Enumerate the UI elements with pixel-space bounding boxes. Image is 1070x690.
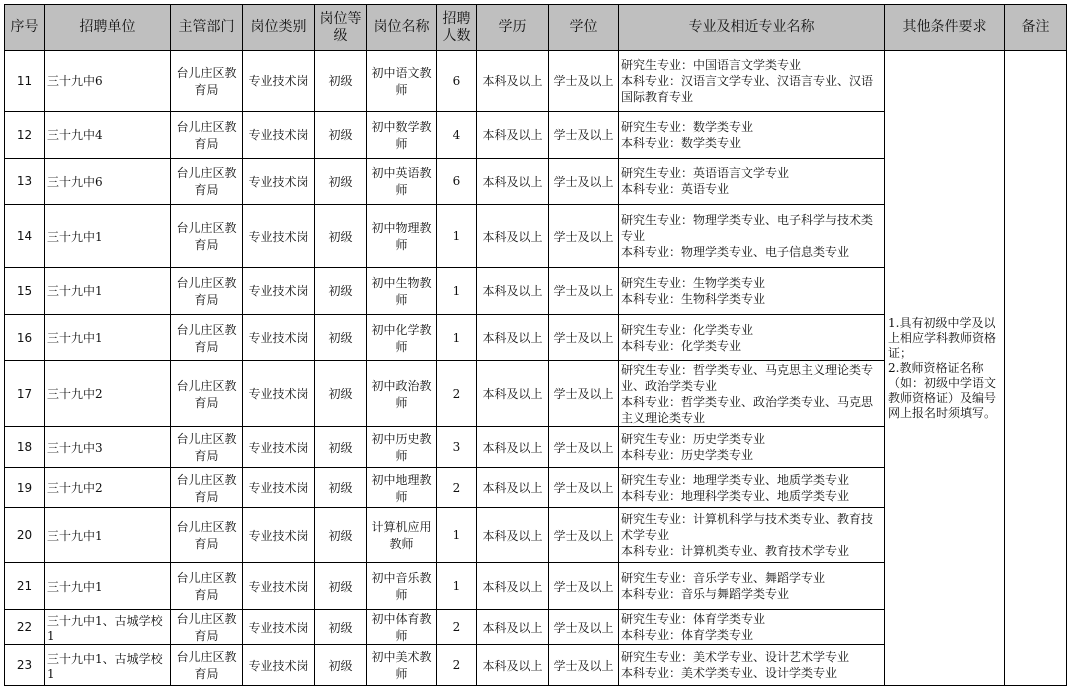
header-seq: 序号: [5, 5, 45, 51]
cell-type: 专业技术岗: [243, 361, 315, 427]
cell-seq: 22: [5, 609, 45, 645]
major-line: 本科专业：计算机类专业、教育技术学专业: [621, 544, 850, 559]
cell-level: 初级: [315, 111, 367, 158]
cell-post: 初中数学教师: [367, 111, 437, 158]
cell-edu: 本科及以上: [477, 508, 549, 563]
cell-dept: 台儿庄区教育局: [171, 645, 243, 686]
cell-type: 专业技术岗: [243, 609, 315, 645]
major-line: 本科专业：物理学类专业、电子信息类专业: [621, 245, 850, 260]
table-body: [5, 51, 1067, 686]
header-unit: 招聘单位: [45, 5, 171, 51]
cell-major: [619, 51, 885, 112]
cell-type: 专业技术岗: [243, 158, 315, 205]
cell-major: [619, 645, 885, 686]
cell-other-conditions: 1.具有初级中学及以上相应学科教师资格证； 2.教师资格证名称（如：初级中学语文教师资格证）及编号网上报名时须填写。: [885, 51, 1005, 686]
cell-count: 6: [437, 158, 477, 205]
cell-count: 1: [437, 563, 477, 610]
cell-unit: 三十九中1: [45, 314, 171, 361]
cell-seq: 14: [5, 205, 45, 268]
cell-type: 专业技术岗: [243, 467, 315, 508]
cell-post: 初中语文教师: [367, 51, 437, 112]
cell-dept: 台儿庄区教育局: [171, 563, 243, 610]
header-count: 招聘人数: [437, 5, 477, 51]
cell-degree: 学士及以上: [549, 158, 619, 205]
cell-level: 初级: [315, 645, 367, 686]
major-line: 研究生专业：美术学专业、设计艺术学专业: [621, 650, 850, 665]
cell-unit: 三十九中1: [45, 205, 171, 268]
cell-unit: 三十九中1: [45, 508, 171, 563]
major-line: 本科专业：哲学类专业、政治学类专业、马克思主义理论类专业: [621, 394, 874, 425]
cell-degree: 学士及以上: [549, 563, 619, 610]
cell-dept: 台儿庄区教育局: [171, 427, 243, 468]
cell-degree: 学士及以上: [549, 645, 619, 686]
cell-post: 初中历史教师: [367, 427, 437, 468]
cell-level: 初级: [315, 508, 367, 563]
cell-seq: 13: [5, 158, 45, 205]
major-line: 研究生专业：计算机科学与技术类专业、教育技术学专业: [621, 512, 874, 543]
cell-major: [619, 609, 885, 645]
cell-dept: 台儿庄区教育局: [171, 609, 243, 645]
major-line: 本科专业：英语专业: [621, 182, 730, 197]
major-line: 研究生专业：音乐学专业、舞蹈学专业: [621, 571, 826, 586]
cell-count: 1: [437, 508, 477, 563]
cell-seq: 12: [5, 111, 45, 158]
table-header: [5, 5, 1067, 51]
cell-major: [619, 314, 885, 361]
cell-major: [619, 508, 885, 563]
cell-edu: 本科及以上: [477, 427, 549, 468]
cell-type: 专业技术岗: [243, 51, 315, 112]
cell-count: 2: [437, 645, 477, 686]
cell-degree: 学士及以上: [549, 205, 619, 268]
cell-edu: 本科及以上: [477, 563, 549, 610]
cell-seq: 17: [5, 361, 45, 427]
cell-degree: 学士及以上: [549, 609, 619, 645]
cell-post: 初中生物教师: [367, 268, 437, 315]
cell-post: 初中物理教师: [367, 205, 437, 268]
major-line: 本科专业：体育学类专业: [621, 628, 754, 643]
major-line: 本科专业：地理科学类专业、地质学类专业: [621, 488, 850, 503]
cell-major: [619, 467, 885, 508]
cell-unit: 三十九中6: [45, 158, 171, 205]
cell-count: 1: [437, 205, 477, 268]
cell-unit: 三十九中1: [45, 563, 171, 610]
cell-type: 专业技术岗: [243, 205, 315, 268]
major-line: 本科专业：音乐与舞蹈学类专业: [621, 587, 790, 602]
cell-count: 2: [437, 609, 477, 645]
cell-degree: 学士及以上: [549, 508, 619, 563]
cell-post: 初中政治教师: [367, 361, 437, 427]
cell-type: 专业技术岗: [243, 111, 315, 158]
cell-degree: 学士及以上: [549, 427, 619, 468]
cell-dept: 台儿庄区教育局: [171, 111, 243, 158]
header-major: 专业及相近专业名称: [619, 5, 885, 51]
cell-seq: 16: [5, 314, 45, 361]
major-line: 本科专业：生物科学类专业: [621, 291, 766, 306]
cell-degree: 学士及以上: [549, 111, 619, 158]
major-line: 研究生专业：化学类专业: [621, 322, 754, 337]
cell-level: 初级: [315, 51, 367, 112]
cell-type: 专业技术岗: [243, 508, 315, 563]
cell-level: 初级: [315, 314, 367, 361]
cell-edu: 本科及以上: [477, 314, 549, 361]
cell-edu: 本科及以上: [477, 205, 549, 268]
cell-major: [619, 268, 885, 315]
cell-level: 初级: [315, 563, 367, 610]
header-degree: 学位: [549, 5, 619, 51]
header-type: 岗位类别: [243, 5, 315, 51]
major-line: 本科专业：化学类专业: [621, 338, 742, 353]
cell-major: [619, 427, 885, 468]
cell-major: [619, 205, 885, 268]
table-row: [5, 51, 1067, 112]
cell-level: 初级: [315, 361, 367, 427]
cell-unit: 三十九中1、古城学校1: [45, 645, 171, 686]
cell-major: [619, 361, 885, 427]
header-level: 岗位等级: [315, 5, 367, 51]
cell-count: 2: [437, 361, 477, 427]
cell-major: [619, 563, 885, 610]
cell-seq: 11: [5, 51, 45, 112]
cell-degree: 学士及以上: [549, 467, 619, 508]
cell-count: 1: [437, 314, 477, 361]
cell-unit: 三十九中1、古城学校1: [45, 609, 171, 645]
cell-level: 初级: [315, 158, 367, 205]
major-line: 研究生专业：生物学类专业: [621, 275, 766, 290]
cell-level: 初级: [315, 427, 367, 468]
header-conditions: 其他条件要求: [885, 5, 1005, 51]
cell-edu: 本科及以上: [477, 609, 549, 645]
cell-seq: 23: [5, 645, 45, 686]
cell-edu: 本科及以上: [477, 467, 549, 508]
cell-edu: 本科及以上: [477, 268, 549, 315]
cell-type: 专业技术岗: [243, 563, 315, 610]
cell-unit: 三十九中1: [45, 268, 171, 315]
cell-major: [619, 158, 885, 205]
cell-count: 2: [437, 467, 477, 508]
header-remark: 备注: [1005, 5, 1067, 51]
cell-type: 专业技术岗: [243, 314, 315, 361]
cell-edu: 本科及以上: [477, 111, 549, 158]
cell-level: 初级: [315, 268, 367, 315]
cell-dept: 台儿庄区教育局: [171, 508, 243, 563]
cell-dept: 台儿庄区教育局: [171, 361, 243, 427]
cell-seq: 20: [5, 508, 45, 563]
cell-level: 初级: [315, 467, 367, 508]
cell-degree: 学士及以上: [549, 361, 619, 427]
cell-dept: 台儿庄区教育局: [171, 158, 243, 205]
cell-level: 初级: [315, 609, 367, 645]
cell-post: 初中美术教师: [367, 645, 437, 686]
major-line: 研究生专业：中国语言文学类专业: [621, 57, 802, 72]
cell-remark: [1005, 51, 1067, 686]
cell-seq: 19: [5, 467, 45, 508]
header-dept: 主管部门: [171, 5, 243, 51]
major-line: 本科专业：历史学类专业: [621, 448, 754, 463]
cell-edu: 本科及以上: [477, 51, 549, 112]
cell-post: 初中化学教师: [367, 314, 437, 361]
recruitment-table: [4, 4, 1067, 686]
cell-dept: 台儿庄区教育局: [171, 51, 243, 112]
header-edu: 学历: [477, 5, 549, 51]
cell-seq: 15: [5, 268, 45, 315]
cell-post: 初中音乐教师: [367, 563, 437, 610]
cell-dept: 台儿庄区教育局: [171, 205, 243, 268]
cell-count: 1: [437, 268, 477, 315]
cell-post: 计算机应用教师: [367, 508, 437, 563]
cell-post: 初中体育教师: [367, 609, 437, 645]
cell-count: 3: [437, 427, 477, 468]
cell-unit: 三十九中2: [45, 361, 171, 427]
cell-seq: 21: [5, 563, 45, 610]
cell-unit: 三十九中6: [45, 51, 171, 112]
cell-edu: 本科及以上: [477, 645, 549, 686]
cell-post: 初中英语教师: [367, 158, 437, 205]
cell-seq: 18: [5, 427, 45, 468]
major-line: 本科专业：汉语言文学专业、汉语言专业、汉语国际教育专业: [621, 73, 874, 104]
major-line: 研究生专业：物理学类专业、电子科学与技术类专业: [621, 213, 874, 244]
cell-dept: 台儿庄区教育局: [171, 467, 243, 508]
cell-major: [619, 111, 885, 158]
cell-count: 6: [437, 51, 477, 112]
cell-type: 专业技术岗: [243, 645, 315, 686]
major-line: 本科专业：美术学类专业、设计学类专业: [621, 666, 838, 681]
cell-degree: 学士及以上: [549, 51, 619, 112]
cell-degree: 学士及以上: [549, 268, 619, 315]
cell-count: 4: [437, 111, 477, 158]
cell-dept: 台儿庄区教育局: [171, 268, 243, 315]
major-line: 研究生专业：地理学类专业、地质学类专业: [621, 472, 850, 487]
cell-degree: 学士及以上: [549, 314, 619, 361]
major-line: 研究生专业：哲学类专业、马克思主义理论类专业、政治学类专业: [621, 362, 874, 393]
cell-level: 初级: [315, 205, 367, 268]
header-post: 岗位名称: [367, 5, 437, 51]
cell-dept: 台儿庄区教育局: [171, 314, 243, 361]
cell-unit: 三十九中2: [45, 467, 171, 508]
cell-type: 专业技术岗: [243, 268, 315, 315]
major-line: 本科专业：数学类专业: [621, 135, 742, 150]
cell-unit: 三十九中4: [45, 111, 171, 158]
cell-unit: 三十九中3: [45, 427, 171, 468]
cell-post: 初中地理教师: [367, 467, 437, 508]
major-line: 研究生专业：英语语言文学专业: [621, 166, 790, 181]
cell-edu: 本科及以上: [477, 361, 549, 427]
major-line: 研究生专业：数学类专业: [621, 119, 754, 134]
major-line: 研究生专业：体育学类专业: [621, 612, 766, 627]
major-line: 研究生专业：历史学类专业: [621, 432, 766, 447]
cell-edu: 本科及以上: [477, 158, 549, 205]
cell-type: 专业技术岗: [243, 427, 315, 468]
